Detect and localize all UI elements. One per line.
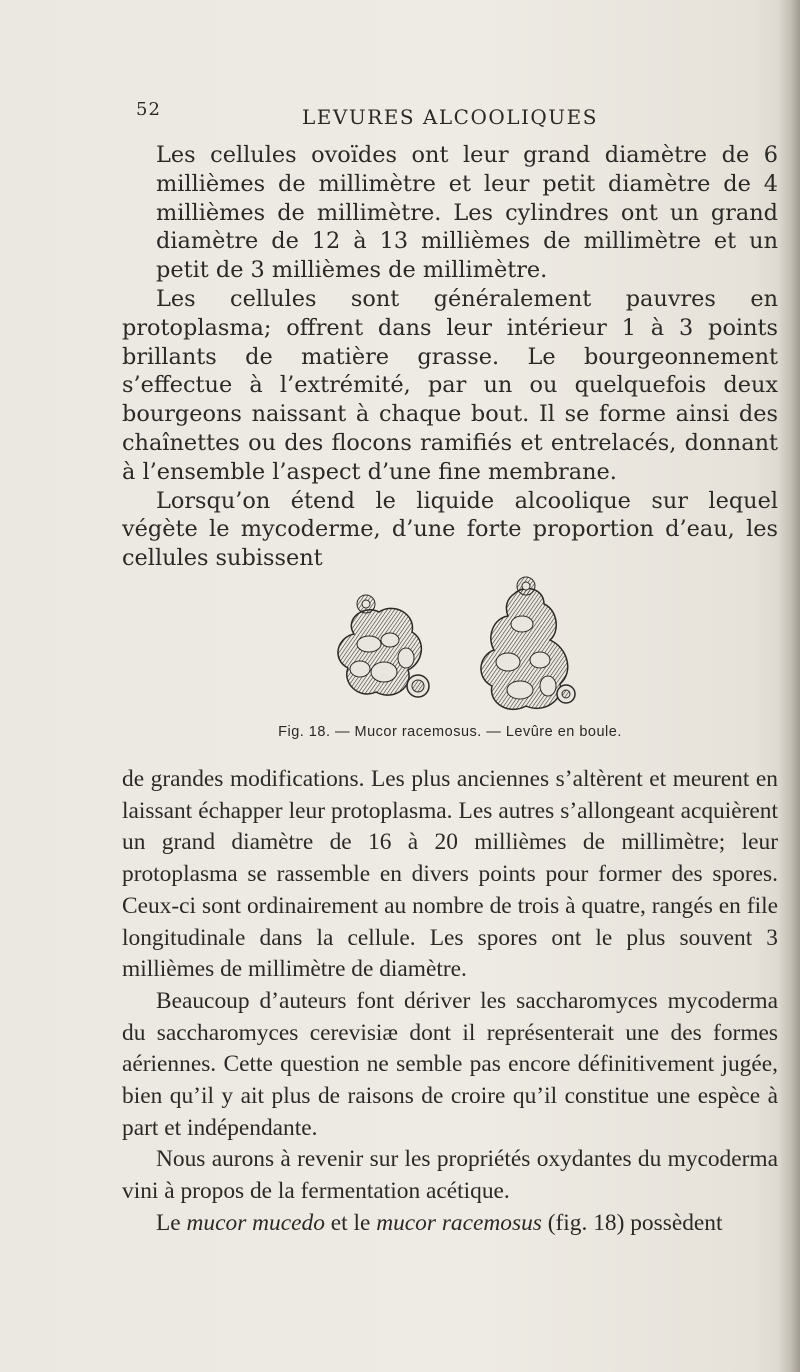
paragraph: de grandes modifications. Les plus anciennes s’altèrent et meurent en laissant échapper leur protoplasma. Les autres s’allongeant acquièrent un grand diamètre de 16 à 20 millièmes de millimètre; leur protoplasma se rassemble en divers points pour former des spores. Ceux-ci sont ordinairement au nombre de trois à quatre, rangés en file longitudinale dans la cellule. Les spores ont le plus souvent 3 millièmes de millimètre de diamètre. xyxy=(122,766,778,983)
text-block-top xyxy=(122,141,778,573)
species-name: mucor racemosus xyxy=(376,1209,542,1236)
text-run: (fig. 18) possèdent xyxy=(541,1209,723,1236)
paragraph: Beaucoup d’auteurs font dériver les saccharomyces mycoderma du saccharomyces cerevisiæ dont il représenterait une des formes aériennes. Cette question ne semble pas encore définitivement jugée, bien qu’il y ait plus de raisons de croire qu’il constitue une espèce à part et indépendante. xyxy=(122,987,778,1141)
paragraph: Les cellules ovoïdes ont leur grand diamètre de 6 millièmes de millimètre et leur petit diamètre de 4 millièmes de millimètre. Les cylindres ont un grand diamètre de 12 à 13 millièmes de millimètre et un petit de 3 millièmes de millimètre. xyxy=(156,142,778,284)
text-block-bottom xyxy=(122,764,778,1240)
page-number: 52 xyxy=(136,99,161,120)
page-edge-shadow xyxy=(778,0,800,1372)
page-header xyxy=(122,99,778,137)
paragraph-last xyxy=(122,1208,778,1240)
text-run: et le xyxy=(324,1209,377,1236)
species-name: mucor mucedo xyxy=(186,1209,325,1236)
running-title: LEVURES ALCOOLIQUES xyxy=(302,105,598,129)
right-cell-cluster xyxy=(481,577,575,709)
figure-caption: Fig. 18. — Mucor racemosus. — Levûre en boule. xyxy=(278,724,622,740)
left-cell-cluster xyxy=(338,595,429,697)
paragraph: Nous aurons à revenir sur les propriétés oxydantes du mycoderma vini à propos de la fermentation acétique. xyxy=(122,1146,778,1205)
paragraph: Les cellules sont généralement pauvres en protoplasma; offrent dans leur intérieur 1 à 3 points brillants de matière grasse. Le bourgeonnement s’effectue à l’extrémité, par un ou quelquefois deux bourgeons naissant à chaque bout. Il se forme ainsi des chaînettes ou des flocons ramifiés et entrelacés, donnant à l’ensemble l’aspect d’une fine membrane. xyxy=(122,285,778,485)
mucor-engraving xyxy=(324,574,654,720)
figure-illustration xyxy=(324,574,654,720)
text-run: Le xyxy=(156,1209,187,1236)
paragraph: Lorsqu’on étend le liquide alcoolique sur lequel végète le mycoderme, d’une forte proportion d’eau, les cellules subissent xyxy=(122,487,778,572)
